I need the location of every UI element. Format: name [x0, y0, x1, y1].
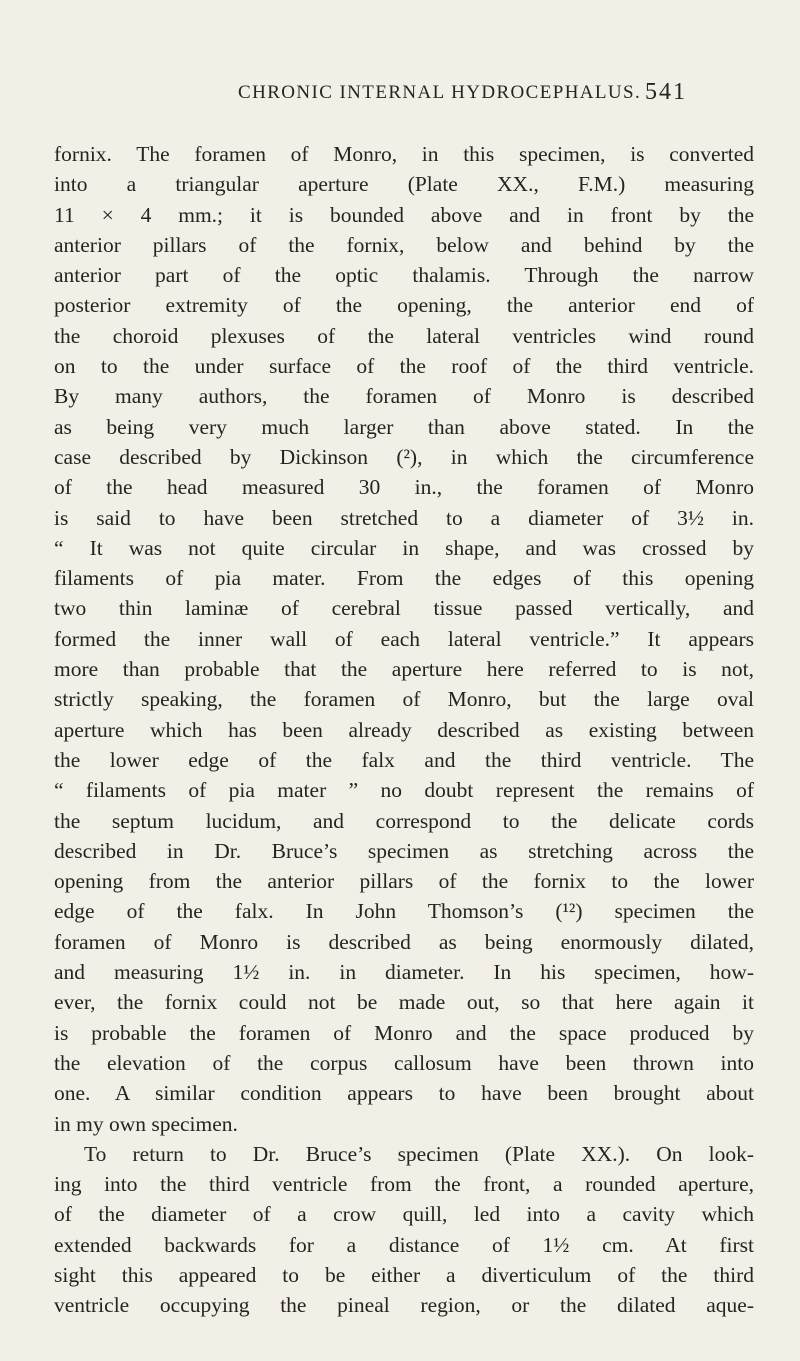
- text-line: is said to have been stretched to a diameter of 3½ in.: [54, 505, 754, 530]
- text-line: described in Dr. Bruce’s specimen as stretching across the: [54, 838, 754, 863]
- text-line: the choroid plexuses of the lateral ventricles wind round: [54, 323, 754, 348]
- text-line: filaments of pia mater. From the edges of this opening: [54, 566, 754, 591]
- text-line: more than probable that the aperture here referred to is not,: [54, 657, 754, 682]
- text-line: is probable the foramen of Monro and the space produced by: [54, 1020, 754, 1045]
- text-line: 11 × 4 mm.; it is bounded above and in front by the: [54, 202, 754, 227]
- text-line: on to the under surface of the roof of the third ventricle.: [54, 354, 754, 379]
- text-line: edge of the falx. In John Thomson’s (¹²) specimen the: [54, 899, 754, 924]
- running-title: CHRONIC INTERNAL HYDROCEPHALUS.: [238, 82, 642, 103]
- text-line: sight this appeared to be either a diverticulum of the third: [54, 1262, 754, 1287]
- text-line: in my own specimen.: [54, 1111, 238, 1136]
- text-line: formed the inner wall of each lateral ventricle.” It appears: [54, 626, 754, 651]
- text-line: the elevation of the corpus callosum have been thrown into: [54, 1050, 754, 1075]
- text-line: strictly speaking, the foramen of Monro, but the large oval: [54, 687, 754, 712]
- text-line: posterior extremity of the opening, the anterior end of: [54, 293, 754, 318]
- text-line: of the head measured 30 in., the foramen of Monro: [54, 475, 754, 500]
- page-number: 541: [645, 79, 687, 105]
- text-line: as being very much larger than above stated. In the: [54, 414, 754, 439]
- body-text: [54, 139, 754, 1321]
- text-line: case described by Dickinson (²), in which the circumference: [54, 444, 754, 469]
- running-head: [0, 80, 800, 110]
- text-line: two thin laminæ of cerebral tissue passed vertically, and: [54, 596, 754, 621]
- text-line: “ filaments of pia mater ” no doubt represent the remains of: [54, 778, 754, 803]
- text-line: one. A similar condition appears to have been brought about: [54, 1081, 754, 1106]
- text-line: aperture which has been already described as existing between: [54, 717, 754, 742]
- text-line: “ It was not quite circular in shape, and was crossed by: [54, 535, 754, 560]
- text-line: anterior pillars of the fornix, below and behind by the: [54, 232, 754, 257]
- text-line: anterior part of the optic thalamis. Through the narrow: [54, 263, 754, 288]
- text-line: of the diameter of a crow quill, led into a cavity which: [54, 1202, 754, 1227]
- text-line: and measuring 1½ in. in diameter. In his specimen, how-: [54, 960, 754, 985]
- text-line: By many authors, the foramen of Monro is described: [54, 384, 754, 409]
- text-line: foramen of Monro is described as being enormously dilated,: [54, 929, 754, 954]
- text-line: ing into the third ventricle from the front, a rounded aperture,: [54, 1172, 754, 1197]
- text-line: fornix. The foramen of Monro, in this specimen, is converted: [54, 142, 754, 166]
- text-line: extended backwards for a distance of 1½ cm. At first: [54, 1232, 754, 1257]
- text-line: into a triangular aperture (Plate XX., F.M.) measuring: [54, 172, 754, 197]
- text-line: ever, the fornix could not be made out, so that here again it: [54, 990, 754, 1015]
- text-line: the septum lucidum, and correspond to the delicate cords: [54, 808, 754, 833]
- text-line: opening from the anterior pillars of the fornix to the lower: [54, 869, 754, 894]
- text-line: To return to Dr. Bruce’s specimen (Plate XX.). On look-: [84, 1141, 754, 1166]
- text-line: ventricle occupying the pineal region, or the dilated aque-: [54, 1293, 754, 1318]
- text-line: the lower edge of the falx and the third ventricle. The: [54, 747, 754, 772]
